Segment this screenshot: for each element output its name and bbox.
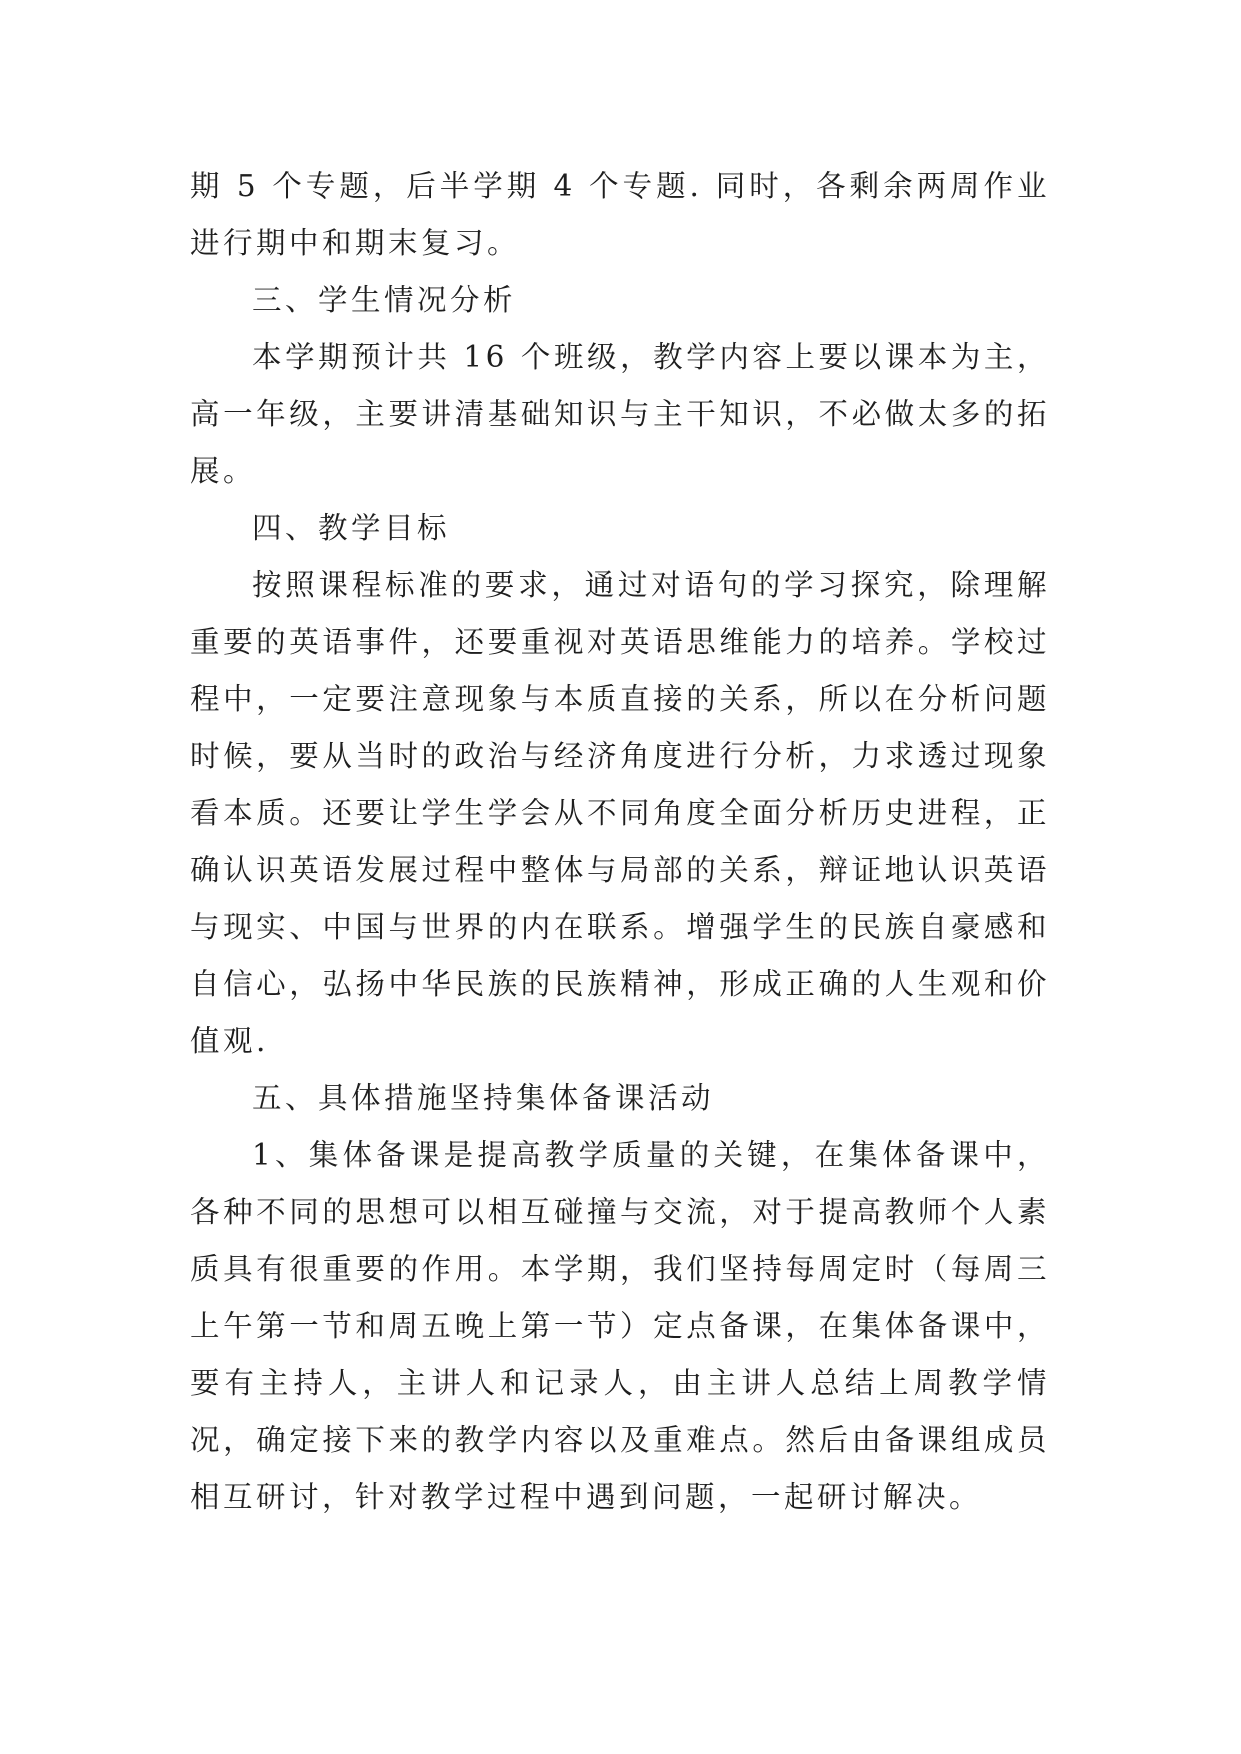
paragraph-teaching-goals: 按照课程标准的要求，通过对语句的学习探究，除理解重要的英语事件，还要重视对英语思维能力的培养。学校过程中，一定要注意现象与本质直接的关系，所以在分析问题时候，要从当时的政治与经济角度进行分析，力求透过现象看本质。还要让学生学会从不同角度全面分析历史进程，正确认识英语发展过程中整体与局部的关系，辩证地认识英语与现实、中国与世界的内在联系。增强学生的民族自豪感和自信心，弘扬中华民族的民族精神，形成正确的人生观和价值观. (190, 568, 1050, 1058)
section-heading-measures: 五、具体措施坚持集体备课活动 (252, 1081, 715, 1115)
section-heading-student-analysis: 三、学生情况分析 (252, 283, 517, 317)
document-body (190, 158, 1050, 1526)
paragraph-student-analysis: 本学期预计共 16 个班级，教学内容上要以课本为主，高一年级，主要讲清基础知识与主干知识，不必做太多的拓展。 (190, 340, 1050, 488)
paragraph-collective-lesson-prep: 1、集体备课是提高教学质量的关键，在集体备课中，各种不同的思想可以相互碰撞与交流，对于提高教师个人素质具有很重要的作用。本学期，我们坚持每周定时（每周三上午第一节和周五晚上第一节）定点备课，在集体备课中，要有主持人，主讲人和记录人，由主讲人总结上周教学情况，确定接下来的教学内容以及重难点。然后由备课组成员相互研讨，针对教学过程中遇到问题，一起研讨解决。 (190, 1138, 1050, 1514)
paragraph-continuation: 期 5 个专题，后半学期 4 个专题. 同时，各剩余两周作业进行期中和期末复习。 (190, 169, 1050, 260)
section-heading-teaching-goals: 四、教学目标 (252, 511, 451, 545)
